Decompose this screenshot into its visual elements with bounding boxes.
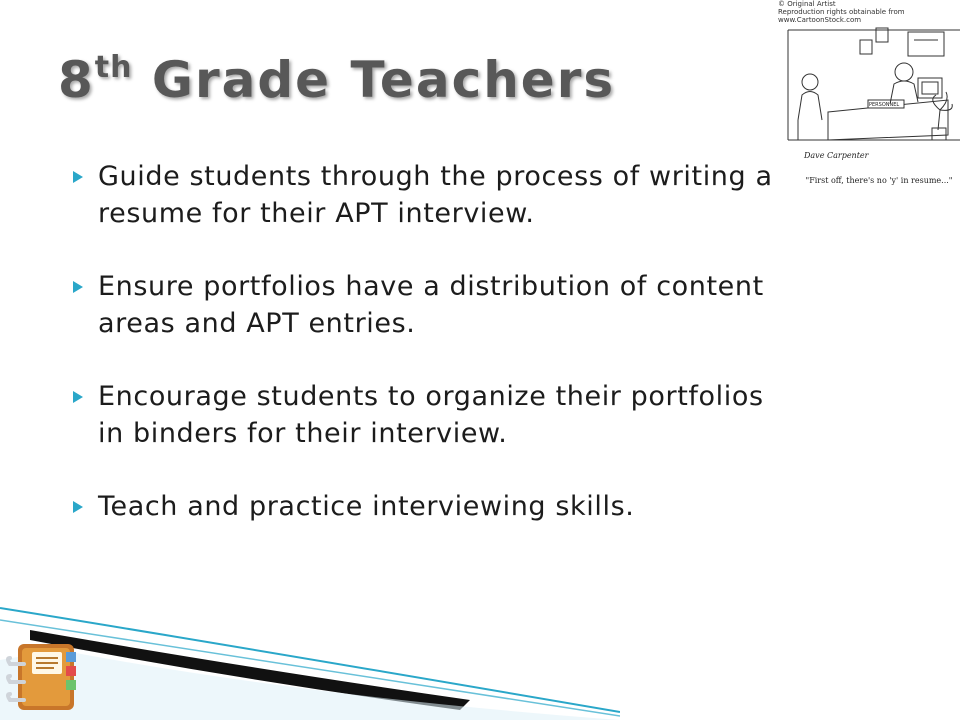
cartoon-credit bbox=[778, 0, 958, 24]
triangle-right-icon bbox=[72, 171, 84, 183]
decorative-swoosh bbox=[0, 600, 620, 720]
title-number: 8 bbox=[58, 51, 95, 109]
credit-line: www.CartoonStock.com bbox=[778, 16, 862, 24]
title-text: Grade Teachers bbox=[132, 51, 616, 109]
credit-line: Reproduction rights obtainable from bbox=[778, 8, 905, 16]
cartoon-signature: Dave Carpenter bbox=[804, 151, 869, 160]
bullet-text: Teach and practice interviewing skills. bbox=[98, 491, 635, 522]
slide-title bbox=[58, 50, 615, 109]
triangle-right-icon bbox=[72, 391, 84, 403]
bullet-list bbox=[70, 158, 790, 561]
bullet-item bbox=[70, 378, 790, 452]
triangle-right-icon bbox=[72, 281, 84, 293]
bullet-text: Ensure portfolios have a distribution of content areas and APT entries. bbox=[98, 271, 764, 339]
title-superscript: th bbox=[94, 50, 133, 85]
credit-line: © Original Artist bbox=[778, 0, 836, 8]
cartoon-illustration bbox=[768, 0, 960, 195]
desk-sign-text: PERSONNEL bbox=[869, 102, 900, 108]
cartoon-caption: "First off, there's no 'y' in resume..." bbox=[805, 176, 953, 185]
bullet-item bbox=[70, 488, 790, 525]
bullet-item bbox=[70, 268, 790, 342]
bullet-text: Guide students through the process of writing a resume for their APT interview. bbox=[98, 161, 773, 229]
bullet-item bbox=[70, 158, 790, 232]
triangle-right-icon bbox=[72, 501, 84, 513]
bullet-text: Encourage students to organize their portfolios in binders for their interview. bbox=[98, 381, 764, 449]
notebook-icon bbox=[6, 638, 80, 714]
